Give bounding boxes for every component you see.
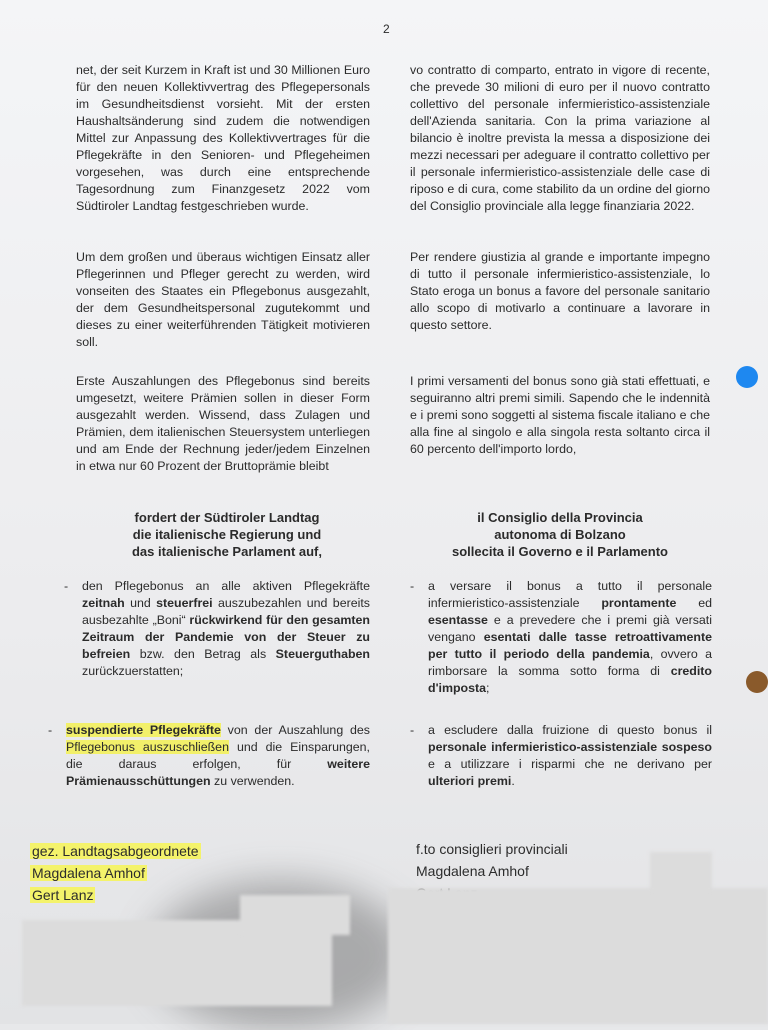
redaction-box-right: [388, 888, 768, 1024]
page-number: 2: [383, 22, 390, 36]
redaction-box-left-upper: [240, 895, 350, 935]
blue-dot-icon: [736, 366, 758, 388]
brown-dot-icon: [746, 671, 768, 693]
document-page: 2 net, der seit Kurzem in Kraft ist und 30 Millionen Euro für den neuen Kollektivvertrag des Pflegepersonals im Gesundheitsdienst vorsieht. Mit der ersten Haushaltsänderung sind zudem die notwendigen Mittel zur Anpassung des Kollektivvertrages für die Pflegekräfte in den Senioren- und Pflegeheimen vorgesehen, was durch eine entsprechende Tagesordnung zum Finanzgesetz 2022 vom Südtiroler Landtag festgeschrieben wurde. Um dem großen und überaus wichtigen Einsatz aller Pflegerinnen und Pfleger gerecht zu werden, wird vonseiten des Staates ein Pflegebonus ausgezahlt, der dem Gesundheitspersonal zugutekommt und dieses zu einer weiterführenden Tätigkeit motivieren soll. Erste Auszahlungen des Pflegebonus sind bereits umgesetzt, weitere Prämien sollen in dieser Form ausgezahlt werden. Wissend, dass Zulagen und Prämien, dem italienischen Steuersystem unterliegen und am Ende der Rechnung jeder/jedem Einzelnen in etwa nur 60 Prozent der Bruttoprämie bleibt vo contratto di comparto, entrato in vigore di recente, che prevede 30 milioni di euro per il nuovo contratto collettivo del personale infermieristico-assistenziale dell'Azienda sanitaria. Con la prima variazione al bilancio è inoltre prevista la messa a disposizione dei mezzi necessari per adeguare il contratto collettivo per il personale infermieristico-assistenziale delle case di riposo e di cura, come stabilito da un ordine del giorno del Consiglio provinciale alla legge finanziaria 2022. Per rendere giustizia al grande e importante impegno di tutto il personale infermieristico-assistenziale, lo Stato eroga un bonus a favore del personale sanitario allo scopo di motivarlo a continuare a lavorare in questo settore. I primi versamenti del bonus sono già stati effettuati, e seguiranno altri premi simili. Sapendo che le indennità e i premi sono soggetti al sistema fiscale italiano e che alla fine al singolo e alla singola resta soltanto circa il 60 percento dell'importo lordo, fordert der Südtiroler Landtag die italienische Regierung und das italienische Parlament auf, il Consiglio della Provincia autonoma di Bolzano sollecita il Governo e il Parlamento - den Pflegebonus an alle aktiven Pflegekräfte zeitnah und steuerfrei auszubezahlen und bereits ausbezahlte „Boni“ rückwirkend für den gesamten Zeitraum der Pandemie von der Steuer zu befreien bzw. den Betrag als Steuerguthaben zurückzuerstatten; - suspendierte Pflegekräfte von der Auszahlung des Pflegebonus auszuschließen und die Einsparungen, die daraus erfolgen, für weitere Prämienausschüttungen zu verwenden. - a versare il bonus a tutto il personale infermieristico-assistenziale prontamente ed esentasse e a prevedere che i premi già versati vengano esentati dalle tasse retroattivamente per tutto il periodo della pandemia, ovvero a rimborsare la somma sotto forma di credito d'imposta; - a escludere dalla fruizione di questo bonus il personale infermieristico-assistenziale sospeso e a utilizzare i risparmi che ne derivano per ulteriori premi. gez. Landtagsabgeordnete Magdalena Amhof Gert Lanz f.to consiglieri provinciali Magdalena Amhof: [0, 0, 768, 1024]
german-paragraph-3: Erste Auszahlungen des Pflegebonus sind bereits umgesetzt, weitere Prämien sollen in dieser Form ausgezahlt werden. Wissend, dass Zulagen und Prämien, dem italienischen Steuersystem unterliegen und am Ende der Rechnung jeder/jedem Einzelnen in etwa nur 60 Prozent der Bruttoprämie bleibt: [76, 374, 370, 473]
italian-paragraph-3: I primi versamenti del bonus sono già stati effettuati, e seguiranno altri premi simili. Sapendo che le indennità e i premi sono soggetti al sistema fiscale italiano e che alla fine al singolo e alla singola resta soltanto circa il 60 percento dell'importo lordo,: [410, 374, 710, 456]
german-paragraph-1: net, der seit Kurzem in Kraft ist und 30 Millionen Euro für den neuen Kollektivvertrag des Pflegepersonals im Gesundheitsdienst vorsieht. Mit der ersten Haushaltsänderung sind zudem die notwendigen Mittel zur Anpassung des Kollektivvertrages für die Pflegekräfte in den Senioren- und Pflegeheimen vorgesehen, was durch eine entsprechende Tagesordnung zum Finanzgesetz 2022 vom Südtiroler Landtag festgeschrieben wurde.: [76, 63, 370, 213]
italian-paragraph-2: Per rendere giustizia al grande e importante impegno di tutto il personale infermieristico-assistenziale, lo Stato eroga un bonus a favore del personale sanitario allo scopo di motivarlo a continuare a lavorare in questo settore.: [410, 250, 710, 332]
german-paragraph-2: Um dem großen und überaus wichtigen Einsatz aller Pflegerinnen und Pfleger gerecht zu werden, wird vonseiten des Staates ein Pflegebonus ausgezahlt, der dem Gesundheitspersonal zugutekommt und dieses zu einer weiterführenden Tätigkeit motivieren soll.: [76, 250, 370, 349]
german-signature-block: gez. Landtagsabgeordnete Magdalena Amhof Gert Lanz: [32, 843, 199, 903]
redaction-box-right-upper: [650, 852, 712, 892]
italian-paragraph-1: vo contratto di comparto, entrato in vigore di recente, che prevede 30 milioni di euro per il nuovo contratto collettivo del personale infermieristico-assistenziale dell'Azienda sanitaria. Con la prima variazione al bilancio è inoltre prevista la messa a disposizione dei mezzi necessari per adeguare il contratto collettivo per il personale infermieristico-assistenziale delle case di riposo e di cura, come stabilito da un ordine del giorno del Consiglio provinciale alla legge finanziaria 2022.: [410, 63, 710, 213]
italian-resolution-heading: il Consiglio della Provincia autonoma di Bolzano sollecita il Governo e il Parlamento: [451, 510, 669, 559]
german-resolution-heading: fordert der Südtiroler Landtag die italienische Regierung und das italienische Parlament auf,: [131, 510, 323, 559]
italian-signature-block: f.to consiglieri provinciali Magdalena Amhof: [416, 841, 568, 879]
